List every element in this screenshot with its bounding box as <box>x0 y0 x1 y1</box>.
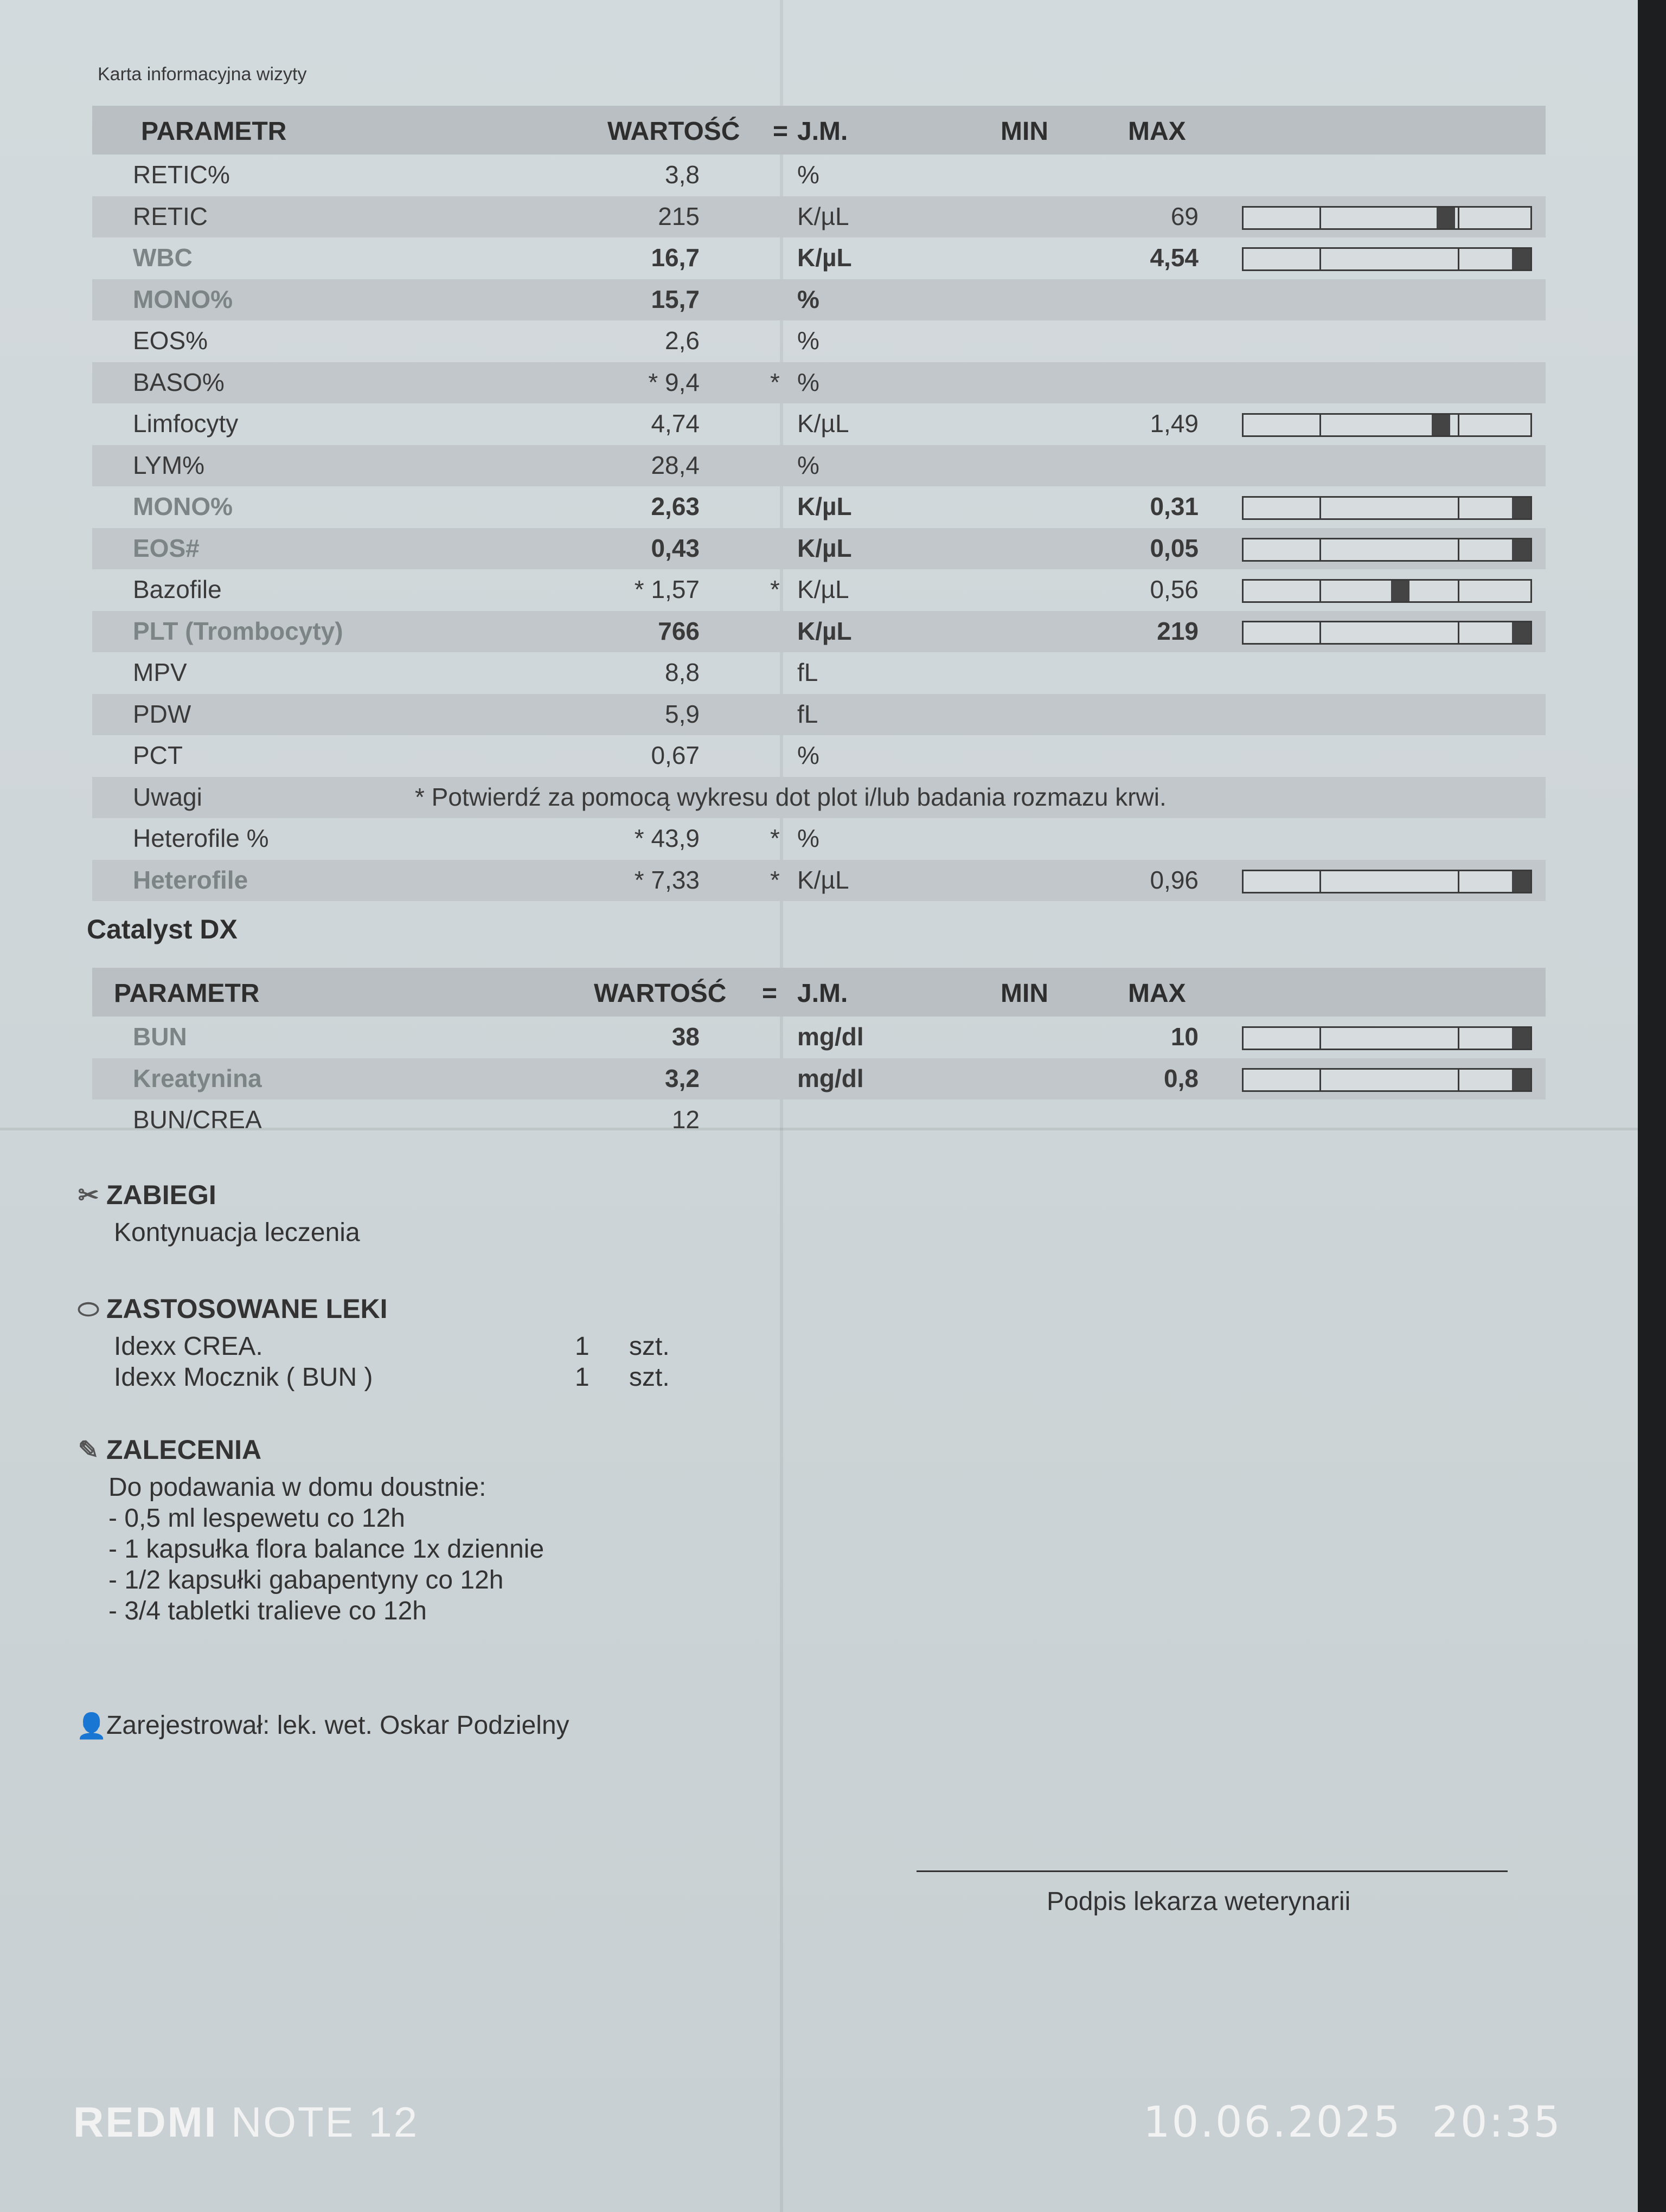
param-unit: fL <box>797 658 818 686</box>
param-name: EOS% <box>133 326 208 355</box>
param-value: 38 <box>671 1023 700 1051</box>
header-eq: = <box>773 117 789 146</box>
uwagi-label: Uwagi <box>133 782 202 811</box>
registered-text: Zarejestrował: lek. wet. Oskar Podzielny <box>106 1711 569 1740</box>
param-flag: * <box>770 368 780 396</box>
param-unit: K/µL <box>797 865 849 894</box>
table-row <box>92 237 1546 279</box>
param-min: 10 <box>1170 1023 1199 1051</box>
table-row <box>92 1099 1546 1141</box>
registered-section <box>76 1711 569 1740</box>
param-flag: * <box>770 865 780 894</box>
param-unit: K/µL <box>797 616 852 645</box>
header-max: MAX <box>1128 979 1186 1008</box>
recommendation-line: - 1/2 kapsułki gabapentyny co 12h <box>108 1566 504 1594</box>
camera-model: NOTE 12 <box>231 2098 419 2146</box>
table-row <box>92 818 1546 860</box>
recommendation-line: - 3/4 tabletki tralieve co 12h <box>108 1597 427 1625</box>
param-name: EOS# <box>133 533 200 562</box>
param-name: Heterofile % <box>133 824 269 852</box>
range-marker <box>1512 498 1530 518</box>
header-eq: = <box>762 979 778 1008</box>
zalecenia-title: ZALECENIA <box>106 1435 262 1465</box>
param-min: 1,49 <box>1150 409 1199 438</box>
table-row <box>92 735 1546 777</box>
range-bar <box>1242 538 1532 562</box>
table-row <box>92 196 1546 238</box>
header-max: MAX <box>1128 117 1186 146</box>
header-min: MIN <box>1001 979 1048 1008</box>
param-unit: K/µL <box>797 202 849 230</box>
param-value: 8,8 <box>665 658 700 686</box>
range-bar <box>1242 1026 1532 1050</box>
table-row <box>92 860 1546 902</box>
param-unit: % <box>797 368 819 396</box>
table-row <box>92 362 1546 404</box>
param-name: Bazofile <box>133 575 222 603</box>
range-marker <box>1512 249 1530 269</box>
param-value: * 43,9 <box>634 824 700 852</box>
param-unit: mg/dl <box>797 1023 864 1051</box>
table-row <box>92 1017 1546 1058</box>
range-marker <box>1512 1028 1530 1049</box>
medication-row <box>114 1331 670 1362</box>
range-bar <box>1242 247 1532 271</box>
param-name: WBC <box>133 243 193 272</box>
param-name: PCT <box>133 741 183 769</box>
recommendation-line: Do podawania w domu doustnie: <box>108 1473 486 1502</box>
param-value: 4,74 <box>651 409 700 438</box>
pill-icon: ⬭ <box>78 1295 99 1323</box>
param-min: 69 <box>1170 202 1199 230</box>
param-unit: % <box>797 741 819 769</box>
param-unit: K/µL <box>797 243 852 272</box>
header-wartosc: WARTOŚĆ <box>594 979 727 1008</box>
param-unit: % <box>797 326 819 355</box>
camera-date: 10.06.2025 <box>1143 2098 1402 2147</box>
document-title: Karta informacyjna wizyty <box>98 64 307 85</box>
param-unit: K/µL <box>797 533 852 562</box>
header-parametr: PARAMETR <box>141 117 287 146</box>
param-flag: * <box>770 824 780 852</box>
header-jm: J.M. <box>797 117 848 146</box>
param-value: 0,43 <box>651 533 700 562</box>
param-value: 12 <box>671 1105 700 1134</box>
param-value: 2,6 <box>665 326 700 355</box>
header-parametr: PARAMETR <box>114 979 260 1008</box>
param-value: 15,7 <box>651 285 700 313</box>
param-unit: K/µL <box>797 409 849 438</box>
param-unit: % <box>797 285 819 313</box>
range-marker <box>1432 415 1450 435</box>
medication-name: Idexx CREA. <box>114 1332 263 1361</box>
chemistry-table <box>92 968 1546 1141</box>
medication-unit: szt. <box>629 1332 670 1361</box>
param-value: 2,63 <box>651 492 700 520</box>
table-row <box>92 486 1546 528</box>
medication-name: Idexx Mocznik ( BUN ) <box>114 1363 373 1392</box>
table-row <box>92 652 1546 694</box>
table-row <box>92 403 1546 445</box>
param-value: 28,4 <box>651 451 700 479</box>
range-marker <box>1512 1070 1530 1090</box>
camera-watermark-datetime <box>1143 2098 1562 2147</box>
param-value: * 9,4 <box>648 368 700 396</box>
param-name: LYM% <box>133 451 205 479</box>
param-name: BUN <box>133 1023 187 1051</box>
table-row <box>92 694 1546 736</box>
table-row <box>92 279 1546 321</box>
range-marker <box>1512 539 1530 560</box>
user-icon: 👤 <box>76 1711 107 1740</box>
param-name: MONO% <box>133 285 233 313</box>
param-unit: K/µL <box>797 575 849 603</box>
param-name: Heterofile <box>133 865 248 894</box>
header-jm: J.M. <box>797 979 848 1008</box>
param-name: BUN/CREA <box>133 1105 262 1134</box>
header-wartosc: WARTOŚĆ <box>607 117 740 146</box>
range-bar <box>1242 621 1532 645</box>
table-row <box>92 155 1546 196</box>
signature-line <box>917 1870 1508 1872</box>
param-min: 0,8 <box>1164 1064 1199 1092</box>
param-unit: fL <box>797 699 818 728</box>
pencil-icon: ✎ <box>78 1436 99 1464</box>
param-unit: K/µL <box>797 492 852 520</box>
camera-time: 20:35 <box>1432 2098 1562 2147</box>
param-name: RETIC <box>133 202 208 230</box>
param-value: 766 <box>658 616 700 645</box>
param-name: BASO% <box>133 368 225 396</box>
scissors-icon: ✂ <box>78 1181 99 1209</box>
range-marker <box>1512 871 1530 892</box>
range-marker <box>1512 622 1530 643</box>
param-min: 0,56 <box>1150 575 1199 603</box>
leki-section <box>76 1293 670 1393</box>
table-row <box>92 528 1546 570</box>
hematology-table <box>92 106 1546 901</box>
header-min: MIN <box>1001 117 1048 146</box>
uwagi-row <box>92 777 1546 819</box>
table-row <box>92 320 1546 362</box>
param-flag: * <box>770 575 780 603</box>
background-edge <box>1638 0 1666 2212</box>
range-bar <box>1242 1068 1532 1092</box>
param-value: 0,67 <box>651 741 700 769</box>
param-name: MPV <box>133 658 187 686</box>
param-min: 4,54 <box>1150 243 1199 272</box>
medication-qty: 1 <box>575 1332 589 1361</box>
param-unit: % <box>797 451 819 479</box>
medication-qty: 1 <box>575 1363 589 1392</box>
recommendation-line: - 1 kapsułka flora balance 1x dziennie <box>108 1535 544 1564</box>
param-min: 219 <box>1157 616 1199 645</box>
param-value: 5,9 <box>665 699 700 728</box>
table-row <box>92 1058 1546 1100</box>
zabiegi-title: ZABIEGI <box>106 1180 216 1210</box>
range-bar <box>1242 413 1532 437</box>
camera-brand: REDMI <box>73 2098 218 2146</box>
table-row <box>92 611 1546 653</box>
table-header <box>92 968 1546 1017</box>
leki-title: ZASTOSOWANE LEKI <box>106 1294 388 1324</box>
param-name: PLT (Trombocyty) <box>133 616 343 645</box>
param-value: 3,8 <box>665 160 700 189</box>
param-value: * 1,57 <box>634 575 700 603</box>
param-unit: % <box>797 160 819 189</box>
param-value: 3,2 <box>665 1064 700 1092</box>
zalecenia-section <box>76 1434 544 1626</box>
param-name: MONO% <box>133 492 233 520</box>
range-bar <box>1242 206 1532 230</box>
medication-unit: szt. <box>629 1363 670 1392</box>
param-min: 0,96 <box>1150 865 1199 894</box>
uwagi-text: * Potwierdź za pomocą wykresu dot plot i/lub badania rozmazu krwi. <box>415 782 1167 811</box>
param-value: 215 <box>658 202 700 230</box>
param-name: PDW <box>133 699 191 728</box>
signature-label: Podpis lekarza weterynarii <box>1047 1887 1351 1916</box>
range-bar <box>1242 579 1532 603</box>
param-name: RETIC% <box>133 160 230 189</box>
range-bar <box>1242 870 1532 893</box>
param-name: Kreatynina <box>133 1064 262 1092</box>
zabiegi-section <box>76 1179 360 1248</box>
medication-row <box>114 1362 670 1393</box>
table-header <box>92 106 1546 155</box>
param-value: * 7,33 <box>634 865 700 894</box>
param-min: 0,05 <box>1150 533 1199 562</box>
recommendation-line: - 0,5 ml lespewetu co 12h <box>108 1504 405 1533</box>
range-bar <box>1242 496 1532 520</box>
param-value: 16,7 <box>651 243 700 272</box>
param-name: Limfocyty <box>133 409 239 438</box>
table-row <box>92 569 1546 611</box>
zabiegi-text: Kontynuacja leczenia <box>114 1218 360 1247</box>
param-unit: mg/dl <box>797 1064 864 1092</box>
camera-watermark-model <box>73 2098 419 2147</box>
param-min: 0,31 <box>1150 492 1199 520</box>
range-marker <box>1391 581 1409 601</box>
catalyst-title: Catalyst DX <box>87 914 238 944</box>
table-row <box>92 445 1546 487</box>
param-unit: % <box>797 824 819 852</box>
range-marker <box>1437 208 1455 228</box>
